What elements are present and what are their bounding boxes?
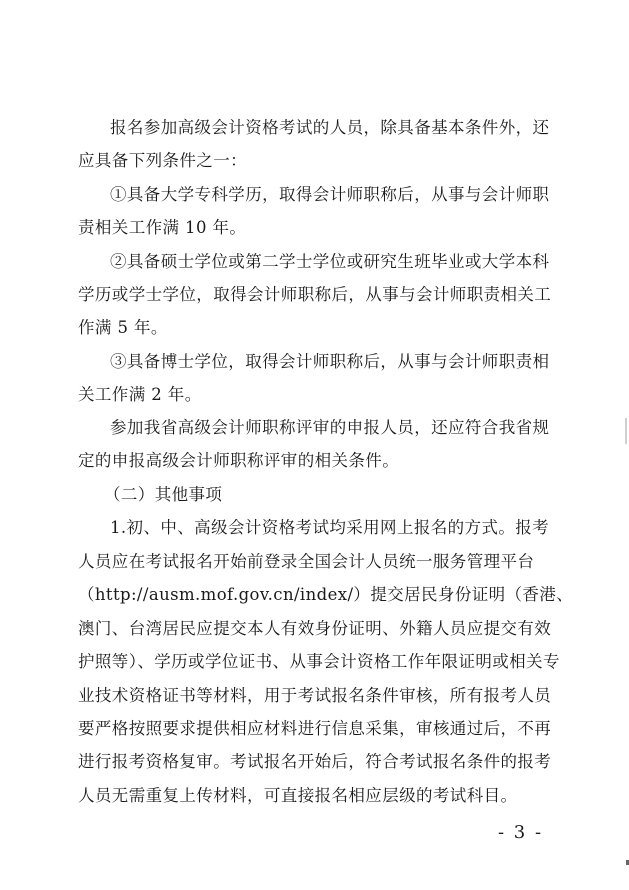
text-line: ③具备博士学位，取得会计师职称后，从事与会计师职责相 <box>110 352 550 371</box>
text-line: 业技术资格证书等材料，用于考试报名条件审核，所有报考人员 <box>78 686 552 705</box>
text-line: ①具备大学专科学历，取得会计师职称后，从事与会计师职 <box>110 185 550 204</box>
text-line: 应具备下列条件之一： <box>78 151 247 170</box>
page-number: - 3 - <box>498 822 544 843</box>
text-line: 定的申报高级会计师职称评审的相关条件。 <box>78 451 400 470</box>
text-line: 1.初、中、高级会计资格考试均采用网上报名的方式。报考 <box>110 518 550 537</box>
text-line: 报名参加高级会计资格考试的人员，除具备基本条件外，还 <box>110 118 550 137</box>
text-line: 人员无需重复上传材料，可直接报名相应层级的考试科目。 <box>78 786 518 805</box>
text-line: 护照等）、学历或学位证书、从事会计资格工作年限证明或相关专 <box>78 652 560 671</box>
text-line: 进行报考资格复审。考试报名开始后，符合考试报名条件的报考 <box>78 752 552 771</box>
text-line: 关工作满 2 年。 <box>78 385 202 404</box>
text-line: （http://ausm.mof.gov.cn/index/）提交居民身份证明（香港、 <box>78 585 574 604</box>
text-line: 责相关工作满 10 年。 <box>78 218 247 237</box>
text-line: 人员应在考试报名开始前登录全国会计人员统一服务管理平台 <box>78 552 535 571</box>
text-line: 参加我省高级会计师职称评审的申报人员，还应符合我省规 <box>110 418 550 437</box>
text-line: 要严格按照要求提供相应材料进行信息采集，审核通过后，不再 <box>78 719 552 738</box>
section-heading: （二）其他事项 <box>104 485 223 504</box>
scan-edge-mark <box>625 418 627 444</box>
text-line: 澳门、台湾居民应提交本人有效身份证明、外籍人员应提交有效 <box>78 619 552 638</box>
text-line: 作满 5 年。 <box>78 318 168 337</box>
text-line: ②具备硕士学位或第二学士学位或研究生班毕业或大学本科 <box>110 252 550 271</box>
text-line: 学历或学士学位，取得会计师职称后，从事与会计师职责相关工 <box>78 285 552 304</box>
